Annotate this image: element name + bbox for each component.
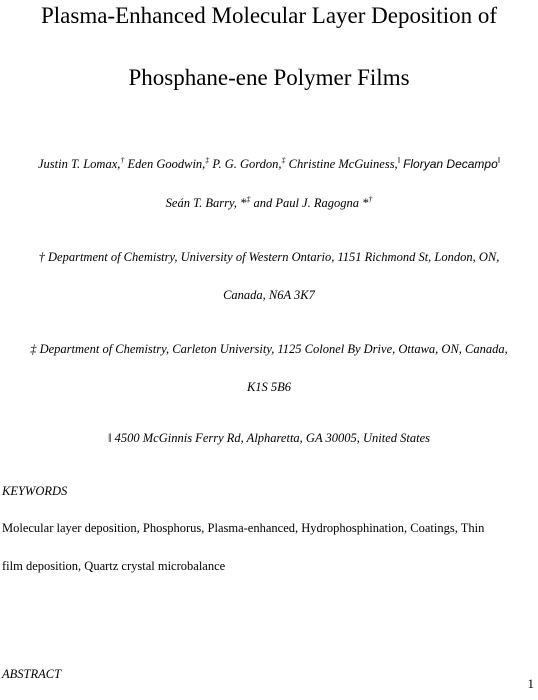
affiliation-mark: ‖ <box>397 155 400 165</box>
author-decampo: Floryan Decampo <box>403 157 498 171</box>
abstract-heading: ABSTRACT <box>2 667 62 681</box>
affiliation-1-line-2: Canada, N6A 3K7 <box>223 288 315 302</box>
title-line-1: Plasma-Enhanced Molecular Layer Deposition of <box>40 3 497 28</box>
affiliation-mark: ‖ <box>497 155 501 165</box>
affiliation-2-line-2: K1S 5B6 <box>246 380 292 394</box>
affiliation-2-line-1: ‡ Department of Chemistry, Carleton University, 1125 Colonel By Drive, Ottawa, ON, Canada, <box>30 342 508 356</box>
keywords-line-1: Molecular layer deposition, Phosphorus, Plasma-enhanced, Hydrophosphination, Coatings, Thin <box>2 521 485 535</box>
author-goodwin: Eden Goodwin, <box>127 157 206 171</box>
author-mcguiness: Christine McGuiness, <box>288 157 398 171</box>
author-line-1 <box>0 157 538 172</box>
author-ragogna: and Paul J. Ragogna * <box>253 196 369 210</box>
affiliation-mark: † <box>368 194 373 204</box>
author-line-2 <box>0 196 538 211</box>
author-barry: Seán T. Barry, * <box>165 196 247 210</box>
affiliation-mark: ‡ <box>205 155 210 165</box>
page-number: 1 <box>527 676 534 691</box>
title-line-2: Phosphane-ene Polymer Films <box>128 65 410 90</box>
keywords-line-2: film deposition, Quartz crystal microbalance <box>2 559 226 573</box>
affiliation-mark: ‡ <box>281 155 286 165</box>
affiliation-mark: † <box>120 155 125 165</box>
affiliation-mark: ‡ <box>246 194 251 204</box>
affiliation-1-line-1: † Department of Chemistry, University of Western Ontario, 1151 Richmond St, London, ON, <box>38 250 500 264</box>
author-gordon: P. G. Gordon, <box>212 157 282 171</box>
keywords-heading: KEYWORDS <box>2 484 68 498</box>
affiliation-3: ‖ 4500 McGinnis Ferry Rd, Alpharetta, GA 30005, United States <box>108 431 430 445</box>
author-lomax: Justin T. Lomax, <box>37 157 121 171</box>
